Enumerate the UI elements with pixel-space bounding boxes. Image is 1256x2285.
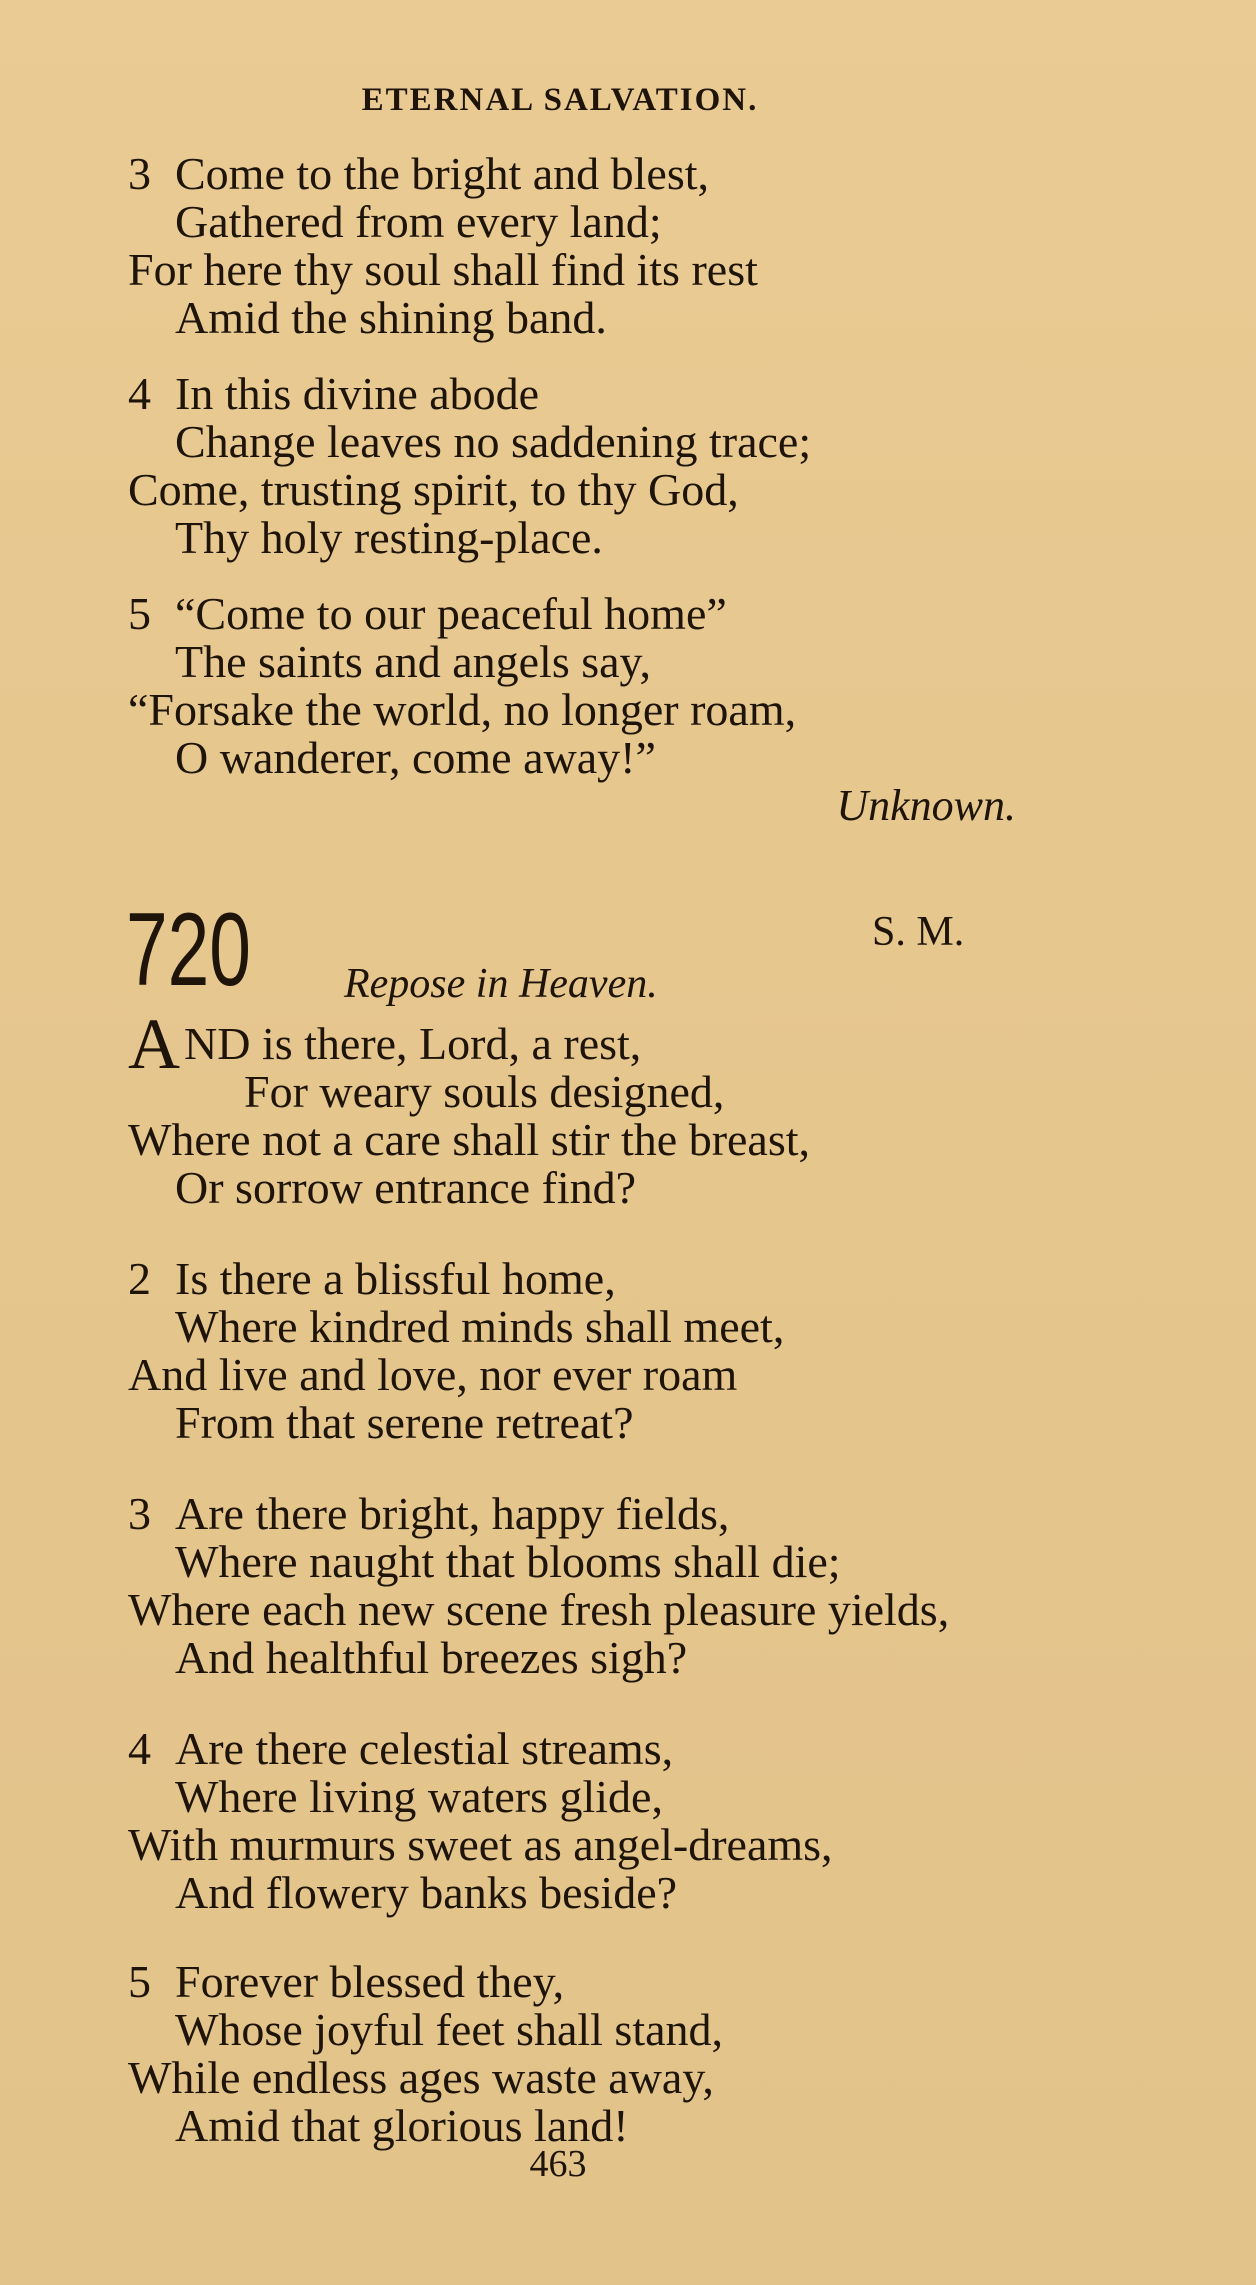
page-number: 463 [529,2143,587,2185]
stanza-number: 5 [128,1956,151,2007]
stanza-number: 3 [128,1488,151,1539]
hymn-stanza-3 [0,1490,1256,1682]
line-text: Are there bright, happy fields, [175,1488,730,1539]
hymn-stanza-4 [0,1725,1256,1917]
prev-stanza-4 [0,370,1256,562]
line-text: Come to the bright and blest, [175,148,710,199]
stanza-line: Amid that glorious land! [175,2100,629,2151]
prev-stanza-3 [0,150,1256,342]
hymn-meter: S. M. [872,909,965,955]
stanza-line: “Forsake the world, no longer roam, [128,684,797,735]
stanza-line: While endless ages waste away, [128,2052,714,2103]
running-head: ETERNAL SALVATION. [361,82,759,118]
stanza-line [0,590,1256,638]
stanza-line: O wanderer, come away!” [175,732,656,783]
stanza-line: Come, trusting spirit, to thy God, [128,464,739,515]
stanza-line: Where living waters glide, [175,1771,663,1822]
stanza-line: And live and love, nor ever roam [128,1349,738,1400]
stanza-line: Where kindred minds shall meet, [175,1301,785,1352]
stanza-line [0,370,1256,418]
stanza-line: Thy holy resting-place. [175,512,603,563]
stanza-line: The saints and angels say, [175,636,652,687]
stanza-line [0,1490,1256,1538]
stanza-line: Where naught that blooms shall die; [175,1536,841,1587]
line-text: Are there celestial streams, [175,1723,674,1774]
stanza-line: Where each new scene fresh pleasure yields, [128,1584,950,1635]
stanza-line [0,1725,1256,1773]
stanza-line [0,1004,1256,1084]
line-text: Forever blessed they, [175,1956,565,2007]
stanza-number: 5 [128,588,151,639]
line-text: “Come to our peaceful home” [175,588,727,639]
stanza-line: Where not a care shall stir the breast, [128,1114,811,1165]
stanza-line: And flowery banks beside? [175,1867,678,1918]
hymn-stanza-5 [0,1958,1256,2150]
hymn-stanza-1 [0,1004,1256,1213]
stanza-line: Gathered from every land; [175,196,662,247]
stanza-line: With murmurs sweet as angel-dreams, [128,1819,833,1870]
stanza-line [0,150,1256,198]
stanza-number: 4 [128,1723,151,1774]
stanza-line [0,1255,1256,1303]
stanza-number: 2 [128,1253,151,1304]
stanza-line: From that serene retreat? [175,1397,634,1448]
hymn-author: Unknown. [836,781,1016,830]
line-text: In this divine abode [175,368,540,419]
line-text: ND is there, Lord, a rest, [184,1018,642,1069]
stanza-line: For here thy soul shall find its rest [128,244,758,295]
line-text: Is there a blissful home, [175,1253,616,1304]
stanza-number: 3 [128,148,151,199]
stanza-line [0,1958,1256,2006]
stanza-line: Amid the shining band. [175,292,607,343]
stanza-line: For weary souls designed, [244,1066,725,1117]
hymn-stanza-2 [0,1255,1256,1447]
stanza-line: Or sorrow entrance find? [175,1162,637,1213]
prev-stanza-5 [0,590,1256,782]
stanza-line: Whose joyful feet shall stand, [175,2004,724,2055]
hymn-number: 720 [126,892,251,1008]
drop-cap: A [128,1004,180,1084]
stanza-line: Change leaves no saddening trace; [175,416,812,467]
stanza-number: 4 [128,368,151,419]
hymn-title: Repose in Heaven. [344,961,658,1007]
stanza-line: And healthful breezes sigh? [175,1632,688,1683]
